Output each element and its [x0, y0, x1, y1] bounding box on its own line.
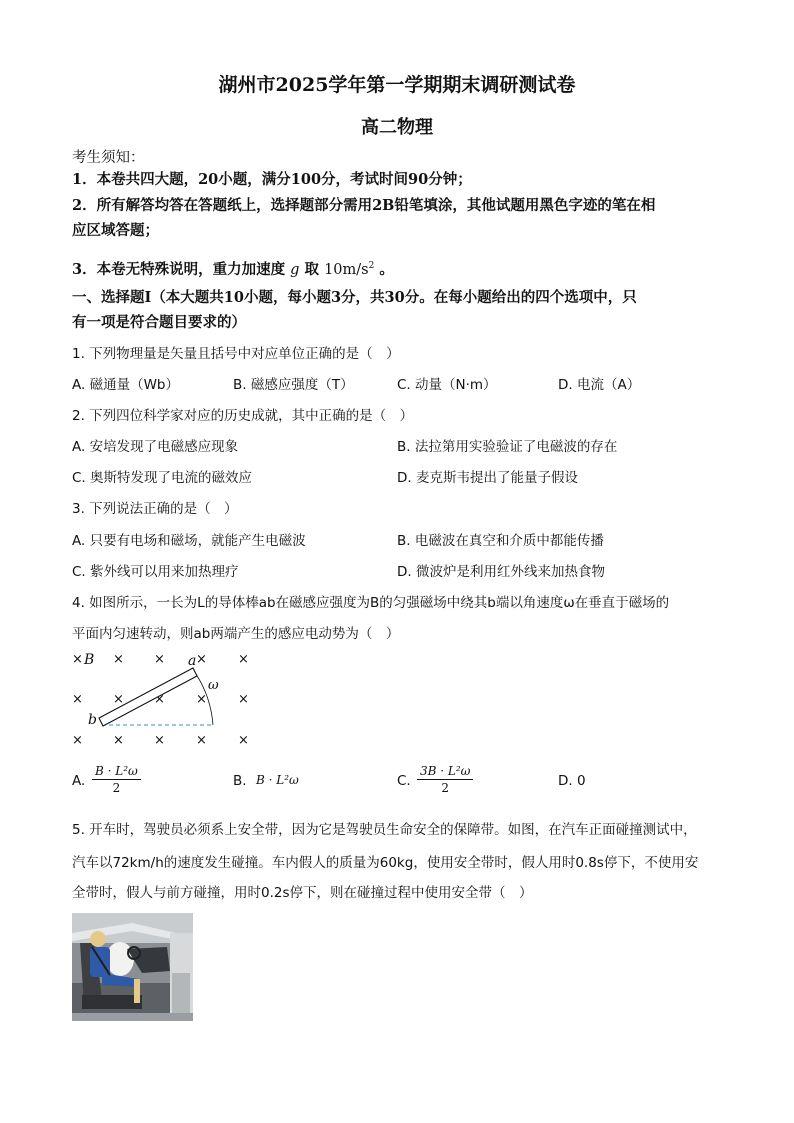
notice-item-3-end: 。 — [379, 260, 394, 278]
rod-end-a: a — [188, 653, 197, 669]
field-cross: × — [196, 692, 207, 707]
question-3-option-d: D. 微波炉是利用红外线来加热食物 — [397, 564, 605, 580]
field-cross: × — [196, 652, 207, 667]
question-1-option-c: C. 动量（N·m） — [397, 377, 497, 393]
question-4-stem: 4. 如图所示，一长为L的导体棒ab在磁感应强度为B的匀强磁场中绕其b端以角速度ω在垂直于磁场的 — [72, 595, 670, 611]
rod-end-b: b — [88, 712, 97, 728]
notice-item-3-take: 取 — [304, 260, 320, 278]
question-3-option-b: B. 电磁波在真空和介质中都能传播 — [397, 533, 604, 549]
gravity-symbol: g — [290, 261, 300, 278]
page-title: 湖州市2025学年第一学期期末调研测试卷 — [218, 74, 576, 96]
notice-item-2-cont: 应区域答题； — [72, 222, 159, 239]
notice-item-3 — [72, 256, 394, 280]
section-1-heading: 一、选择题Ⅰ（本大题共10小题，每小题3分，共30分。在每小题给出的四个选项中，只 — [72, 289, 637, 306]
gravity-value: 10m/s — [324, 261, 369, 278]
question-4-option-b-label: B. — [233, 773, 247, 789]
question-5-stem-1: 5. 开车时，驾驶员必须系上安全带，因为它是驾驶员生命安全的保障带。如图，在汽车正面碰撞测试中， — [72, 822, 697, 838]
angular-velocity-label: ω — [208, 678, 219, 693]
question-4-option-a — [92, 764, 141, 795]
field-cross: × — [154, 692, 165, 707]
option-c-numerator: 3B · L²ω — [417, 764, 473, 780]
field-cross: × — [113, 692, 124, 707]
page-subtitle: 高二物理 — [361, 117, 433, 138]
question-3-stem: 3. 下列说法正确的是（ ） — [72, 501, 238, 517]
question-2-option-b: B. 法拉第用实验验证了电磁波的存在 — [397, 439, 618, 455]
question-2-stem: 2. 下列四位科学家对应的历史成就，其中正确的是（ ） — [72, 408, 414, 424]
question-1-stem: 1. 下列物理量是矢量且括号中对应单位正确的是（ ） — [72, 346, 400, 362]
field-cross: × — [238, 692, 249, 707]
field-cross: × — [113, 652, 124, 667]
field-cross: × — [72, 733, 83, 748]
question-5-stem-3: 全带时，假人与前方碰撞，用时0.2s停下，则在碰撞过程中使用安全带（ ） — [72, 885, 533, 901]
field-cross: × — [113, 733, 124, 748]
question-3-option-c: C. 紫外线可以用来加热理疗 — [72, 564, 239, 580]
field-label: B — [84, 652, 95, 668]
section-1-heading-cont: 有一项是符合题目要求的） — [72, 314, 246, 331]
question-1-option-d: D. 电流（A） — [558, 377, 641, 393]
field-cross: × — [72, 692, 83, 707]
notice-item-2: 2．所有解答均答在答题纸上，选择题部分需用2B铅笔填涂，其他试题用黑色字迹的笔在相 — [72, 197, 656, 214]
question-3-option-a: A. 只要有电场和磁场，就能产生电磁波 — [72, 533, 306, 549]
notice-heading: 考生须知： — [72, 150, 145, 166]
option-c-denominator: 2 — [441, 781, 450, 795]
question-4-option-b: B · L²ω — [256, 773, 299, 787]
question-5-stem-2: 汽车以72km/h的速度发生碰撞。车内假人的质量为60kg，使用安全带时，假人用时0.8s停下，不使用安 — [72, 855, 699, 871]
question-4-stem-cont: 平面内匀速转动，则ab两端产生的感应电动势为（ ） — [72, 626, 400, 642]
question-2-option-d: D. 麦克斯韦提出了能量子假设 — [397, 470, 578, 486]
question-2-option-a: A. 安培发现了电磁感应现象 — [72, 439, 239, 455]
question-4-option-d: D. 0 — [558, 773, 586, 789]
notice-item-1: 1．本卷共四大题，20小题，满分100分，考试时间90分钟； — [72, 171, 472, 188]
field-cross: × — [154, 652, 165, 667]
question-2-option-c: C. 奥斯特发现了电流的磁效应 — [72, 470, 253, 486]
option-a-denominator: 2 — [112, 781, 121, 795]
question-4-option-c-label: C. — [397, 773, 411, 789]
field-cross: × — [238, 652, 249, 667]
field-cross: × — [238, 733, 249, 748]
question-4-option-c — [417, 764, 473, 795]
gravity-exponent: 2 — [368, 261, 375, 271]
field-cross: × — [154, 733, 165, 748]
notice-item-3-text: 3．本卷无特殊说明，重力加速度 — [72, 260, 286, 278]
question-1-option-a: A. 磁通量（Wb） — [72, 377, 179, 393]
question-1-option-b: B. 磁感应强度（T） — [233, 377, 354, 393]
option-a-numerator: B · L²ω — [92, 764, 141, 780]
question-4-option-a-label: A. — [72, 773, 86, 789]
crash-test-photo — [72, 913, 193, 1021]
field-cross: × — [72, 652, 83, 667]
field-cross: × — [196, 733, 207, 748]
magnetic-field-figure — [68, 646, 268, 752]
